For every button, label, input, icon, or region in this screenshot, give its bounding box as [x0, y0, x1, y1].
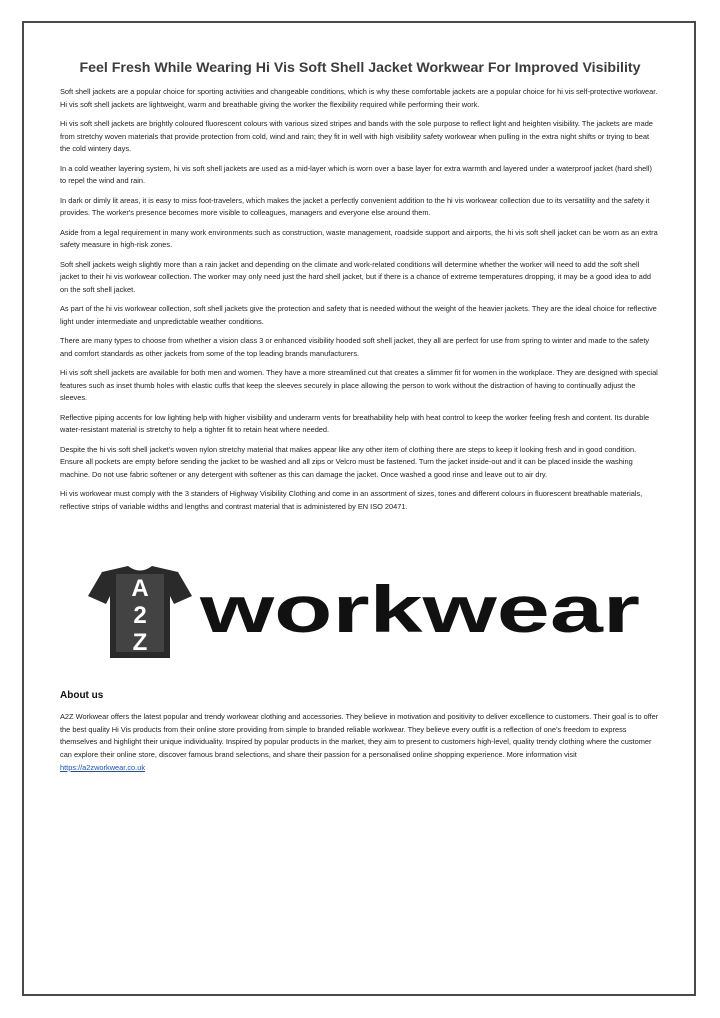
article-paragraph: Soft shell jackets weigh slightly more than a rain jacket and depending on the climate and work-related conditions will determine whether the worker will need to add the soft shell jacket to their hi vis workwear collection. The worker may only need just the hard shell jacket, but if there is a chance of extreme temperatures dropping, it may be a good idea to add on the soft shell jacket.: [60, 259, 652, 294]
logo-letter-a: A: [131, 575, 149, 602]
logo-letter-z: Z: [132, 629, 148, 656]
article-title: Feel Fresh While Wearing Hi Vis Soft Shell Jacket Workwear For Improved Visibility: [79, 60, 641, 76]
article-paragraph: There are many types to choose from whether a vision class 3 or enhanced visibility hooded soft shell jacket, they all are perfect for use from spring to winter and made to the safety and comfort standards as other jackets from some of the top leading brands manufacturers.: [60, 336, 650, 358]
a2z-workwear-logo: [88, 566, 648, 658]
article-paragraph: Hi vis soft shell jackets are available for both men and women. They have a more streamlined cut that creates a slimmer fit for women in the workplace. They are designed with special features such as inset thumb holes with elastic cuffs that keep the sleeves securely in place allowing the person to work without the distraction of having to continually adjust the sleeves.: [60, 368, 658, 402]
about-text: A2Z Workwear offers the latest popular and trendy workwear clothing and accessories. They believe in motivation and positivity to deliver excellence to customers. Their goal is to offer the best quality Hi Vis products from their online store providing from simple to branded reliable workwear. They believe every outfit is a reflection of one’s freedom to express themselves and highlight their unique individuality. Inspired by popular products in the market, they aim to present to customers high-level, quality trendy clothing where the customer can explore their online store, discover famous brand selections, and share their passion for a personalised online shopping experience. More information visit: [60, 712, 659, 760]
article-paragraph: Reflective piping accents for low lighting help with higher visibility and underarm vents for breathability help with heat control to keep the worker feeling fresh and content. Its durable water-resistant material is stretchy to help a tighter fit to retain heat where needed.: [60, 412, 650, 434]
article-paragraph: Soft shell jackets are a popular choice for sporting activities and changeable conditions, which is why these comfortable jackets are a popular choice for hi vis self-protective workwear. Hi vis soft shell jackets are lightweight, warm and breathable giving the worker the flexibility required while performing their work.: [60, 87, 658, 109]
website-link[interactable]: https://a2zworkwear.co.uk: [60, 762, 146, 772]
article-paragraph: Aside from a legal requirement in many work environments such as construction, waste management, roadside support and airports, the hi vis soft shell jacket can be worn as an extra safety measure in high-risk zones.: [60, 227, 658, 249]
article-paragraph: As part of the hi vis workwear collection, soft shell jackets give the protection and safety that is needed without the weight of the heavier jackets. They are the ideal choice for reflective light under intermediate and unpredictable weather conditions.: [60, 304, 657, 326]
article-paragraph: Despite the hi vis soft shell jacket's woven nylon stretchy material that makes appear like any other item of clothing there are steps to keep it looking fresh and in good condition. Ensure all pockets are empty before sending the jacket to be washed and all zips or Velcro must be fastened. Turn the jacket inside-out and it can be placed inside the washing machine. Do not use fabric softener or any detergent with softener as this can damage the jacket. Once washed a good rinse and leave out to air dry.: [60, 444, 637, 479]
article-paragraph: Hi vis workwear must comply with the 3 standers of Highway Visibility Clothing and come in an assortment of sizes, tones and different colours in fluorescent breathable materials, reflective strips of variable widths and lengths and contrast material that is administered by EN ISO 20471.: [60, 489, 643, 511]
about-body: [60, 711, 660, 775]
about-heading: About us: [60, 690, 104, 701]
article-paragraph: Hi vis soft shell jackets are brightly coloured fluorescent colours with various sized stripes and bands with the sole purpose to reflect light and heighten visibility. The jackets are made from stretchy woven materials that provide protection from cold, wind and rain; they fit in well with high visibility safety workwear when pulling in the extra night shifts or trying to beat the cold wintery days.: [60, 119, 653, 153]
article-paragraph: In a cold weather layering system, hi vis soft shell jackets are used as a mid-layer which is worn over a base layer for extra warmth and layered under a waterproof jacket (hard shell) to repel the wind and rain.: [60, 163, 652, 185]
logo-wordmark: workwear: [198, 572, 640, 646]
article-paragraph: In dark or dimly lit areas, it is easy to miss foot-travelers, which makes the jacket a perfectly convenient addition to the hi vis workwear collection due to its versatility and the safety it provides. The worker's presence becomes more visible to colleagues, managers and everyone else around them.: [60, 195, 650, 217]
article: [60, 60, 660, 520]
logo-letter-2: 2: [133, 602, 147, 629]
